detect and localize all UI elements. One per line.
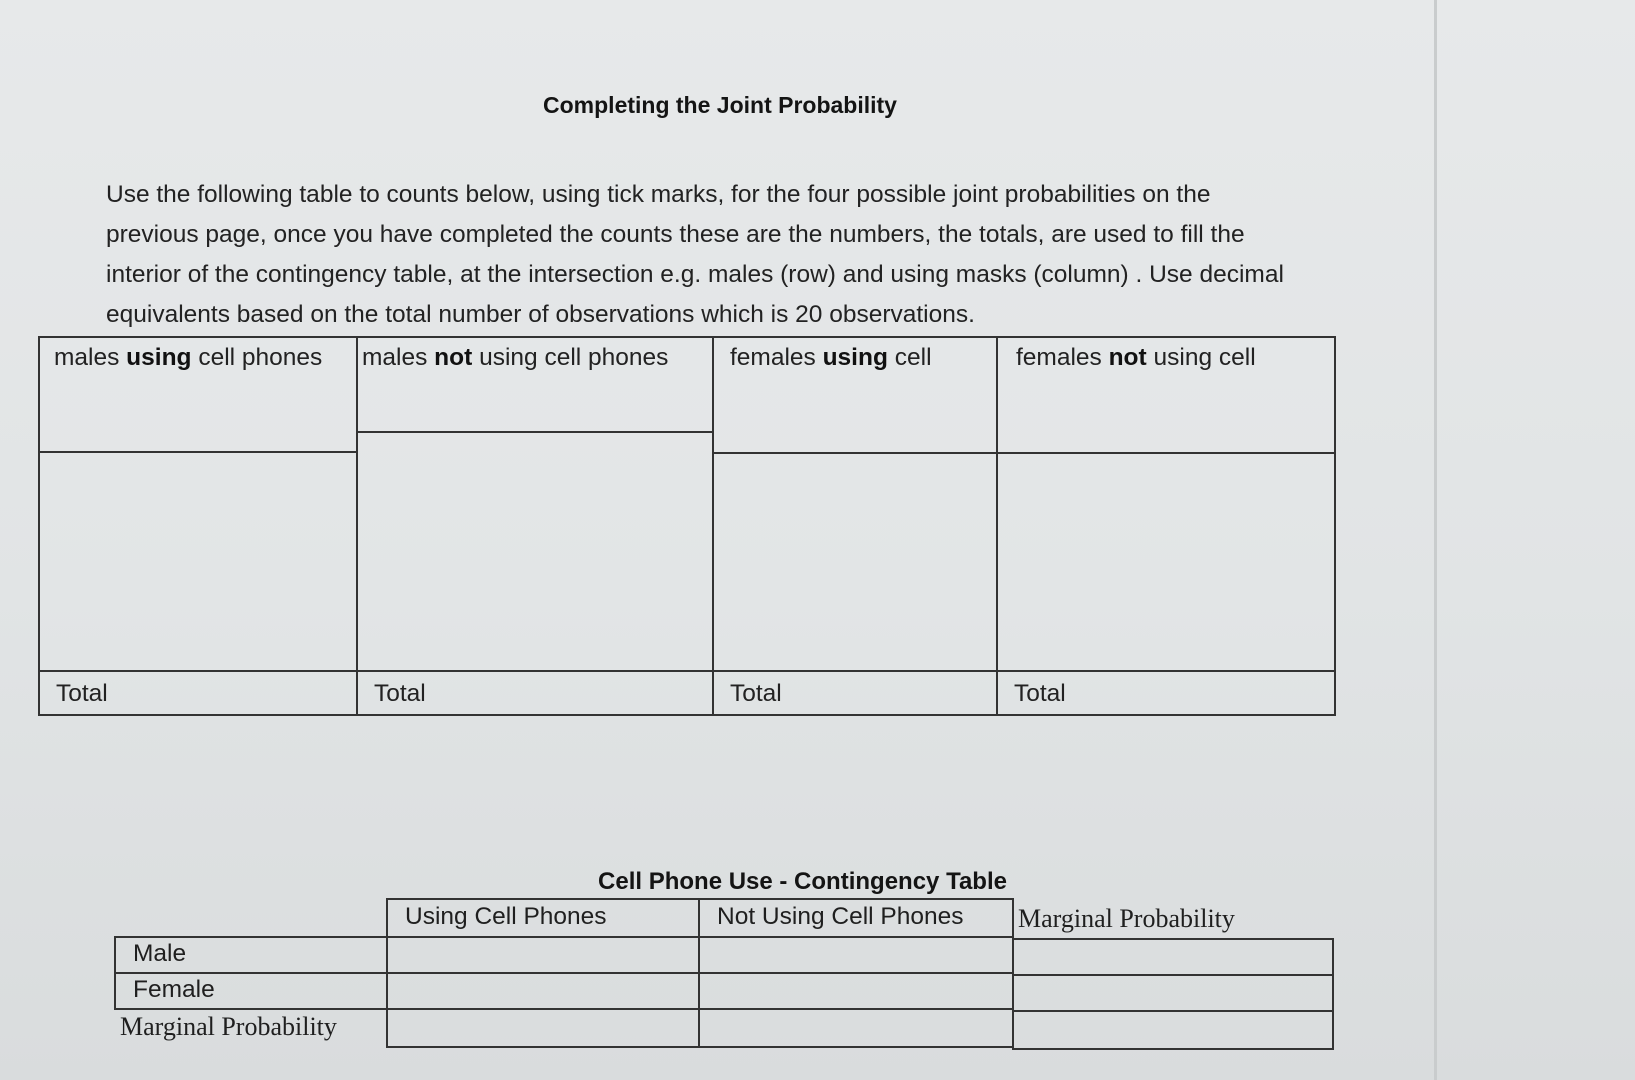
header-text: males — [362, 344, 435, 371]
cell-female-marginal[interactable] — [1012, 974, 1334, 1012]
header-text: males — [54, 344, 127, 371]
cell-female-using[interactable] — [386, 972, 700, 1010]
monitor-edge — [1434, 0, 1437, 1080]
tally-column-males-using — [38, 336, 358, 716]
header-emphasis: using — [822, 344, 888, 371]
header-text: using cell phones — [472, 344, 669, 371]
column-header-marginal-label: Marginal Probability — [1018, 904, 1235, 933]
cell-male-not-using[interactable] — [698, 936, 1014, 974]
tally-column-males-not-using — [356, 336, 714, 716]
tally-column-females-not-using — [996, 336, 1336, 716]
row-label-female: Female — [133, 976, 215, 1003]
header-text: females — [730, 344, 823, 371]
total-label: Total — [1014, 680, 1066, 707]
tally-count-table — [38, 336, 1340, 716]
header-emphasis: using — [126, 344, 192, 371]
tally-column-header — [40, 338, 356, 453]
tally-count-area[interactable] — [998, 454, 1334, 670]
header-text: cell phones — [191, 344, 323, 371]
tally-total-cell[interactable] — [998, 670, 1334, 714]
cell-marginal-not-using[interactable] — [698, 1008, 1014, 1048]
header-text: females — [1016, 344, 1109, 371]
total-label: Total — [56, 680, 108, 707]
tally-count-area[interactable] — [714, 454, 996, 670]
instructions-line: previous page, once you have completed the counts these are the numbers, the totals, are used to fill the — [106, 221, 1245, 248]
instructions-line: equivalents based on the total number of observations which is 20 observations. — [106, 301, 975, 328]
header-text: using cell — [1146, 344, 1256, 371]
row-label-male: Male — [133, 940, 187, 967]
page-title: Completing the Joint Probability — [543, 92, 897, 118]
tally-column-header — [998, 338, 1334, 454]
total-label: Total — [730, 680, 782, 707]
contingency-table-title: Cell Phone Use - Contingency Table — [598, 868, 1007, 895]
header-emphasis: not — [434, 344, 473, 371]
tally-column-header — [358, 338, 712, 433]
tally-total-cell[interactable] — [40, 670, 356, 714]
tally-total-cell[interactable] — [358, 670, 712, 714]
tally-column-females-using — [712, 336, 998, 716]
cell-male-using[interactable] — [386, 936, 700, 974]
header-emphasis: not — [1108, 344, 1147, 371]
tally-column-header — [714, 338, 996, 454]
tally-count-area[interactable] — [40, 453, 356, 670]
cell-female-not-using[interactable] — [698, 972, 1014, 1010]
row-label-marginal: Marginal Probability — [120, 1012, 337, 1041]
total-label: Total — [374, 680, 426, 707]
header-text: cell — [887, 344, 932, 371]
column-header-not-using-label: Not Using Cell Phones — [717, 903, 964, 930]
cell-male-marginal[interactable] — [1012, 938, 1334, 976]
instructions-line: interior of the contingency table, at the intersection e.g. males (row) and using masks (column) . Use decimal — [106, 261, 1284, 288]
instructions-line: Use the following table to counts below, using tick marks, for the four possible joint probabilities on the — [106, 181, 1211, 208]
tally-count-area[interactable] — [358, 433, 712, 670]
instructions-paragraph — [106, 175, 1406, 335]
tally-total-cell[interactable] — [714, 670, 996, 714]
cell-marginal-using[interactable] — [386, 1008, 700, 1048]
column-header-using-label: Using Cell Phones — [405, 903, 607, 930]
cell-marginal-total[interactable] — [1012, 1010, 1334, 1050]
